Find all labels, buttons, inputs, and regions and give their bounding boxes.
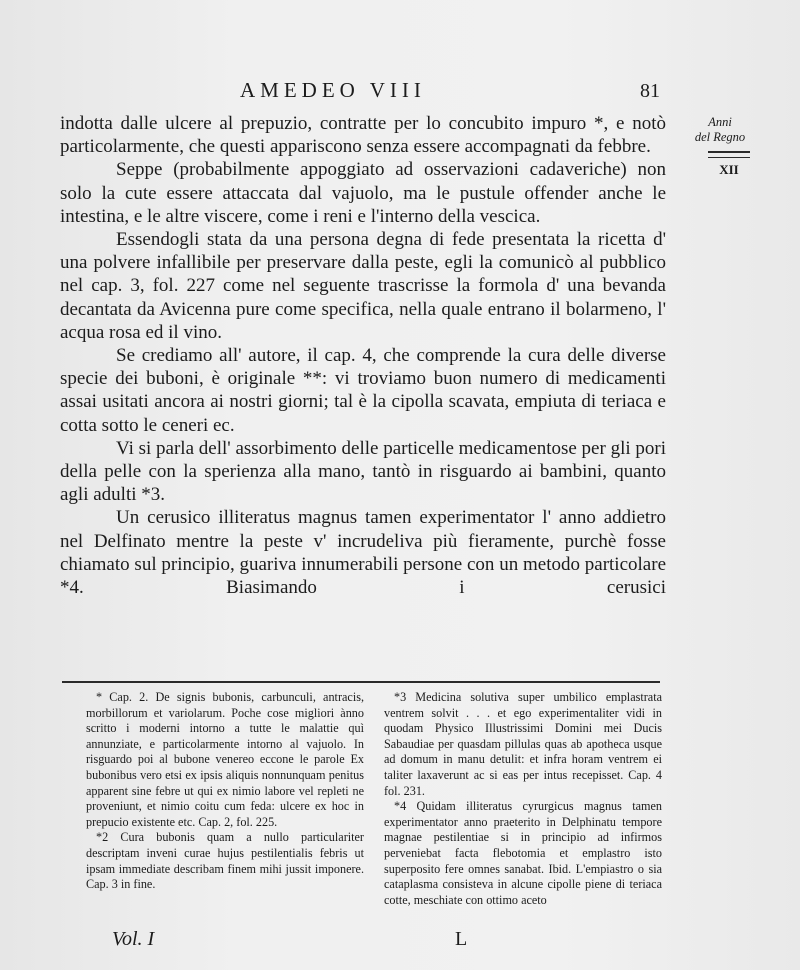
body-paragraph-3: Essendogli stata da una persona degna di fede presentata la ricetta d' una polvere infallibile per preservare dalla peste, egli la comunicò al pubblico nel cap. 3, fol. 227 come nel seguente trascrisse la formola d' una bevanda decantata da Avicenna pure come specifica, nella quale entrano il bolarmeno, l' acqua rosa ed il vino.	[60, 229, 666, 343]
body-paragraph-6: Un cerusico illiteratus magnus tamen experimentator l' anno addietro nel Delfinato mentre la peste v' incrudeliva più fieramente, purchè fosse chiamato sul principio, guariva innumerabili persone con un metodo particolare *4. Biasimando i cerusici	[60, 507, 666, 599]
margin-year: XII	[719, 162, 739, 177]
margin-rule-thin	[708, 157, 750, 158]
body-paragraph-5: Vi si parla dell' assorbimento delle particelle medicamentose per gli pori della pelle con la sperienza alla mano, tantò in risguardo ai bambini, quanto agli adulti *3.	[60, 437, 666, 506]
main-text	[60, 112, 666, 599]
footnote-4: *4 Quidam illiteratus cyrurgicus magnus tamen experimentator anno praeterito in Delphinatu tempore magnae pestilentiae si in principio ad infirmos perveniebat facta flebotomia et emplastro isto superposito fere omnes sanabat. Ibid. L'empiastro o sia cataplasma consisteva in alcune cipolle piene di teriaca cotte, meschiate con ottimo aceto	[384, 799, 662, 907]
footnote-1: * Cap. 2. De signis bubonis, carbunculi, antracis, morbillorum et variolarum. Poche cose migliori ànno scritto i moderni intorno a tutte le malattie quì annunziate, e particolarmente intorno al vajuolo. In risguardo poi al bubone venereo eccone le parole Ex bubonibus vero etsi ex ipsis aliquis nonnunquam penitus apparent sine febre ut qui ex nimio labore vel repleti ne proveniunt, et nimio coitu cum feda: ulcere ex hoc in prepucio existente etc. Cap. 2, fol. 225.	[86, 690, 364, 829]
volume-signature: Vol. I	[112, 928, 155, 950]
footnote-2: *2 Cura bubonis quam a nullo particulariter descriptam inveni curae hujus pestilentialis febris ut ipsam immediate describam finem mihi jussit imponere. Cap. 3 in fine.	[86, 830, 364, 892]
footnotes-left-column	[86, 690, 364, 908]
gathering-signature: L	[455, 928, 468, 950]
margin-note	[670, 115, 770, 177]
footnote-rule	[62, 681, 660, 683]
footnote-3: *3 Medicina solutiva super umbilico emplastrata ventrem solvit . . . et ego experimentaliter vidi in quodam Physico Illustrissimi Domini mei Ducis Sabaudiae per quasdam pillulas quas ab apotheca usque ad domum in manu detulit: et infra horam ventrem ei taliter laxaverunt ac si eas per intus recepisset. Cap. 4 fol. 231.	[384, 690, 662, 798]
page-number: 81	[640, 80, 660, 102]
margin-note-line2: del Regno	[694, 130, 746, 144]
footnotes-right-column	[384, 690, 662, 908]
margin-note-line1: Anni	[708, 115, 732, 129]
body-paragraph-2: Seppe (probabilmente appoggiato ad osservazioni cadaveriche) non solo la cute essere attaccata dal vajuolo, ma le pustule offender anche le intestina, e le altre viscere, come i reni e l'interno della vescica.	[60, 159, 666, 227]
margin-rule	[708, 151, 750, 153]
body-paragraph-4: Se crediamo all' autore, il cap. 4, che comprende la cura delle diverse specie dei buboni, è originale **: vi troviamo buon numero di medicamenti assai usitati ancora ai nostri giorni; tal è la cipolla scavata, empiuta di teriaca e cotta sotto le ceneri ec.	[60, 345, 666, 436]
footnotes	[86, 690, 662, 908]
body-paragraph-1: indotta dalle ulcere al prepuzio, contratte per lo concubito impuro *, e notò particolarmente, che questi appariscono senza essere accompagnati da febbre.	[60, 113, 666, 158]
running-head: AMEDEO VIII	[240, 78, 426, 102]
